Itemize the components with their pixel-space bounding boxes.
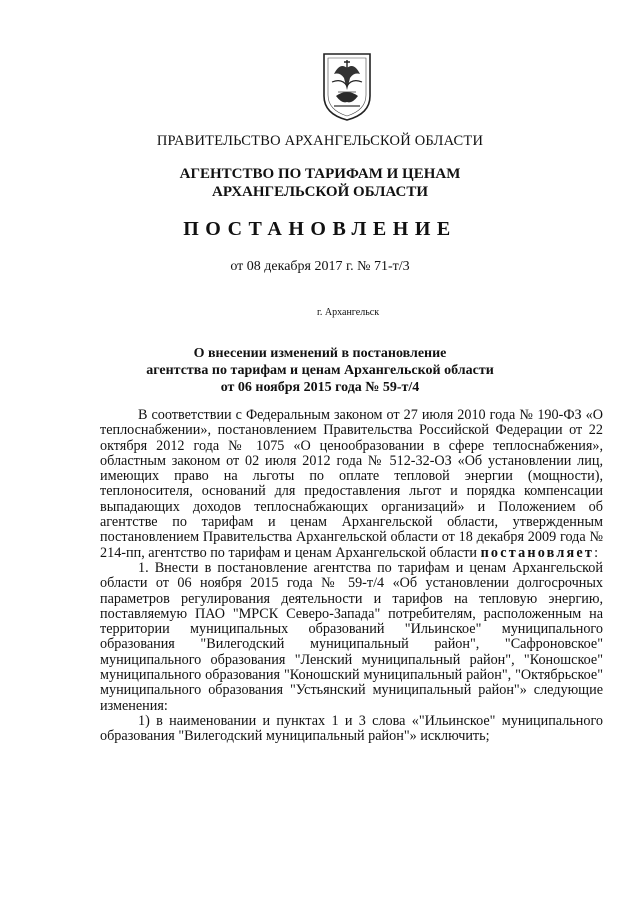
resolves-word: постановляет: [480, 544, 595, 561]
subject-line2: агентства по тарифам и ценам Архангельской области: [146, 363, 494, 378]
resolves-colon: :: [594, 544, 599, 561]
document-subject: [0, 345, 640, 396]
government-title: ПРАВИТЕЛЬСТВО АРХАНГЕЛЬСКОЙ ОБЛАСТИ: [156, 133, 484, 149]
document-type: ПОСТАНОВЛЕНИЕ: [183, 218, 457, 240]
item-1-paragraph: 1. Внести в постановление агентства по тарифам и ценам Архангельской области от 06 ноября 2015 года № 59-т/4 «Об установлении долгосрочных параметров регулирования деятельности и тарифов на тепловую энергию, поставляемую ПАО "МРСК Северо-Запада" потребителям, расположенным на территории муниципальных образований "Ильинское" муниципального образования "Вилегодский муниципальный район", "Сафроновское" муниципального образования "Ленский муниципальный район", "Коношское" муниципального образования "Коношский муниципальный район", "Октябрьское" муниципального образования "Устьянский муниципальный район"» следующие изменения:: [100, 559, 603, 714]
agency-title: [0, 165, 640, 201]
preamble-text: В соответствии с Федеральным законом от 27 июля 2010 года № 190-ФЗ «О теплоснабжении», постановлением Правительства Российской Федерации от 22 октября 2012 года № 1075 «О ценообразовании в сфере теплоснабжения», областным законом от 02 июля 2012 года № 512-32-ОЗ «Об установлении лиц, имеющих право на льготы по оплате тепловой энергии (мощности), теплоносителя, оснований для предоставления льгот и порядка компенсации выпадающих доходов теплоснабжающих организаций» и Положением об агентстве по тарифам и ценам Архангельской области, утвержденным постановлением Правительства Архангельской области от 18 декабря 2009 года № 214-пп, агентство по тарифам и ценам Архангельской области: [100, 407, 603, 561]
coat-of-arms-icon: [320, 52, 374, 122]
agency-title-line2: АРХАНГЕЛЬСКОЙ ОБЛАСТИ: [212, 184, 428, 200]
date-and-number: от 08 декабря 2017 г. № 71-т/3: [230, 259, 410, 274]
city: г. Архангельск: [316, 307, 380, 318]
subject-line3: от 06 ноября 2015 года № 59-т/4: [220, 380, 420, 395]
document-body: [100, 408, 603, 745]
subitem-1-paragraph: 1) в наименовании и пунктах 1 и 3 слова «"Ильинское" муниципального образования "Вилегодский муниципальный район"» исключить;: [100, 712, 603, 745]
agency-title-line1: АГЕНТСТВО ПО ТАРИФАМ И ЦЕНАМ: [179, 166, 461, 182]
subject-line1: О внесении изменений в постановление: [193, 346, 447, 361]
preamble-paragraph: [100, 408, 603, 561]
